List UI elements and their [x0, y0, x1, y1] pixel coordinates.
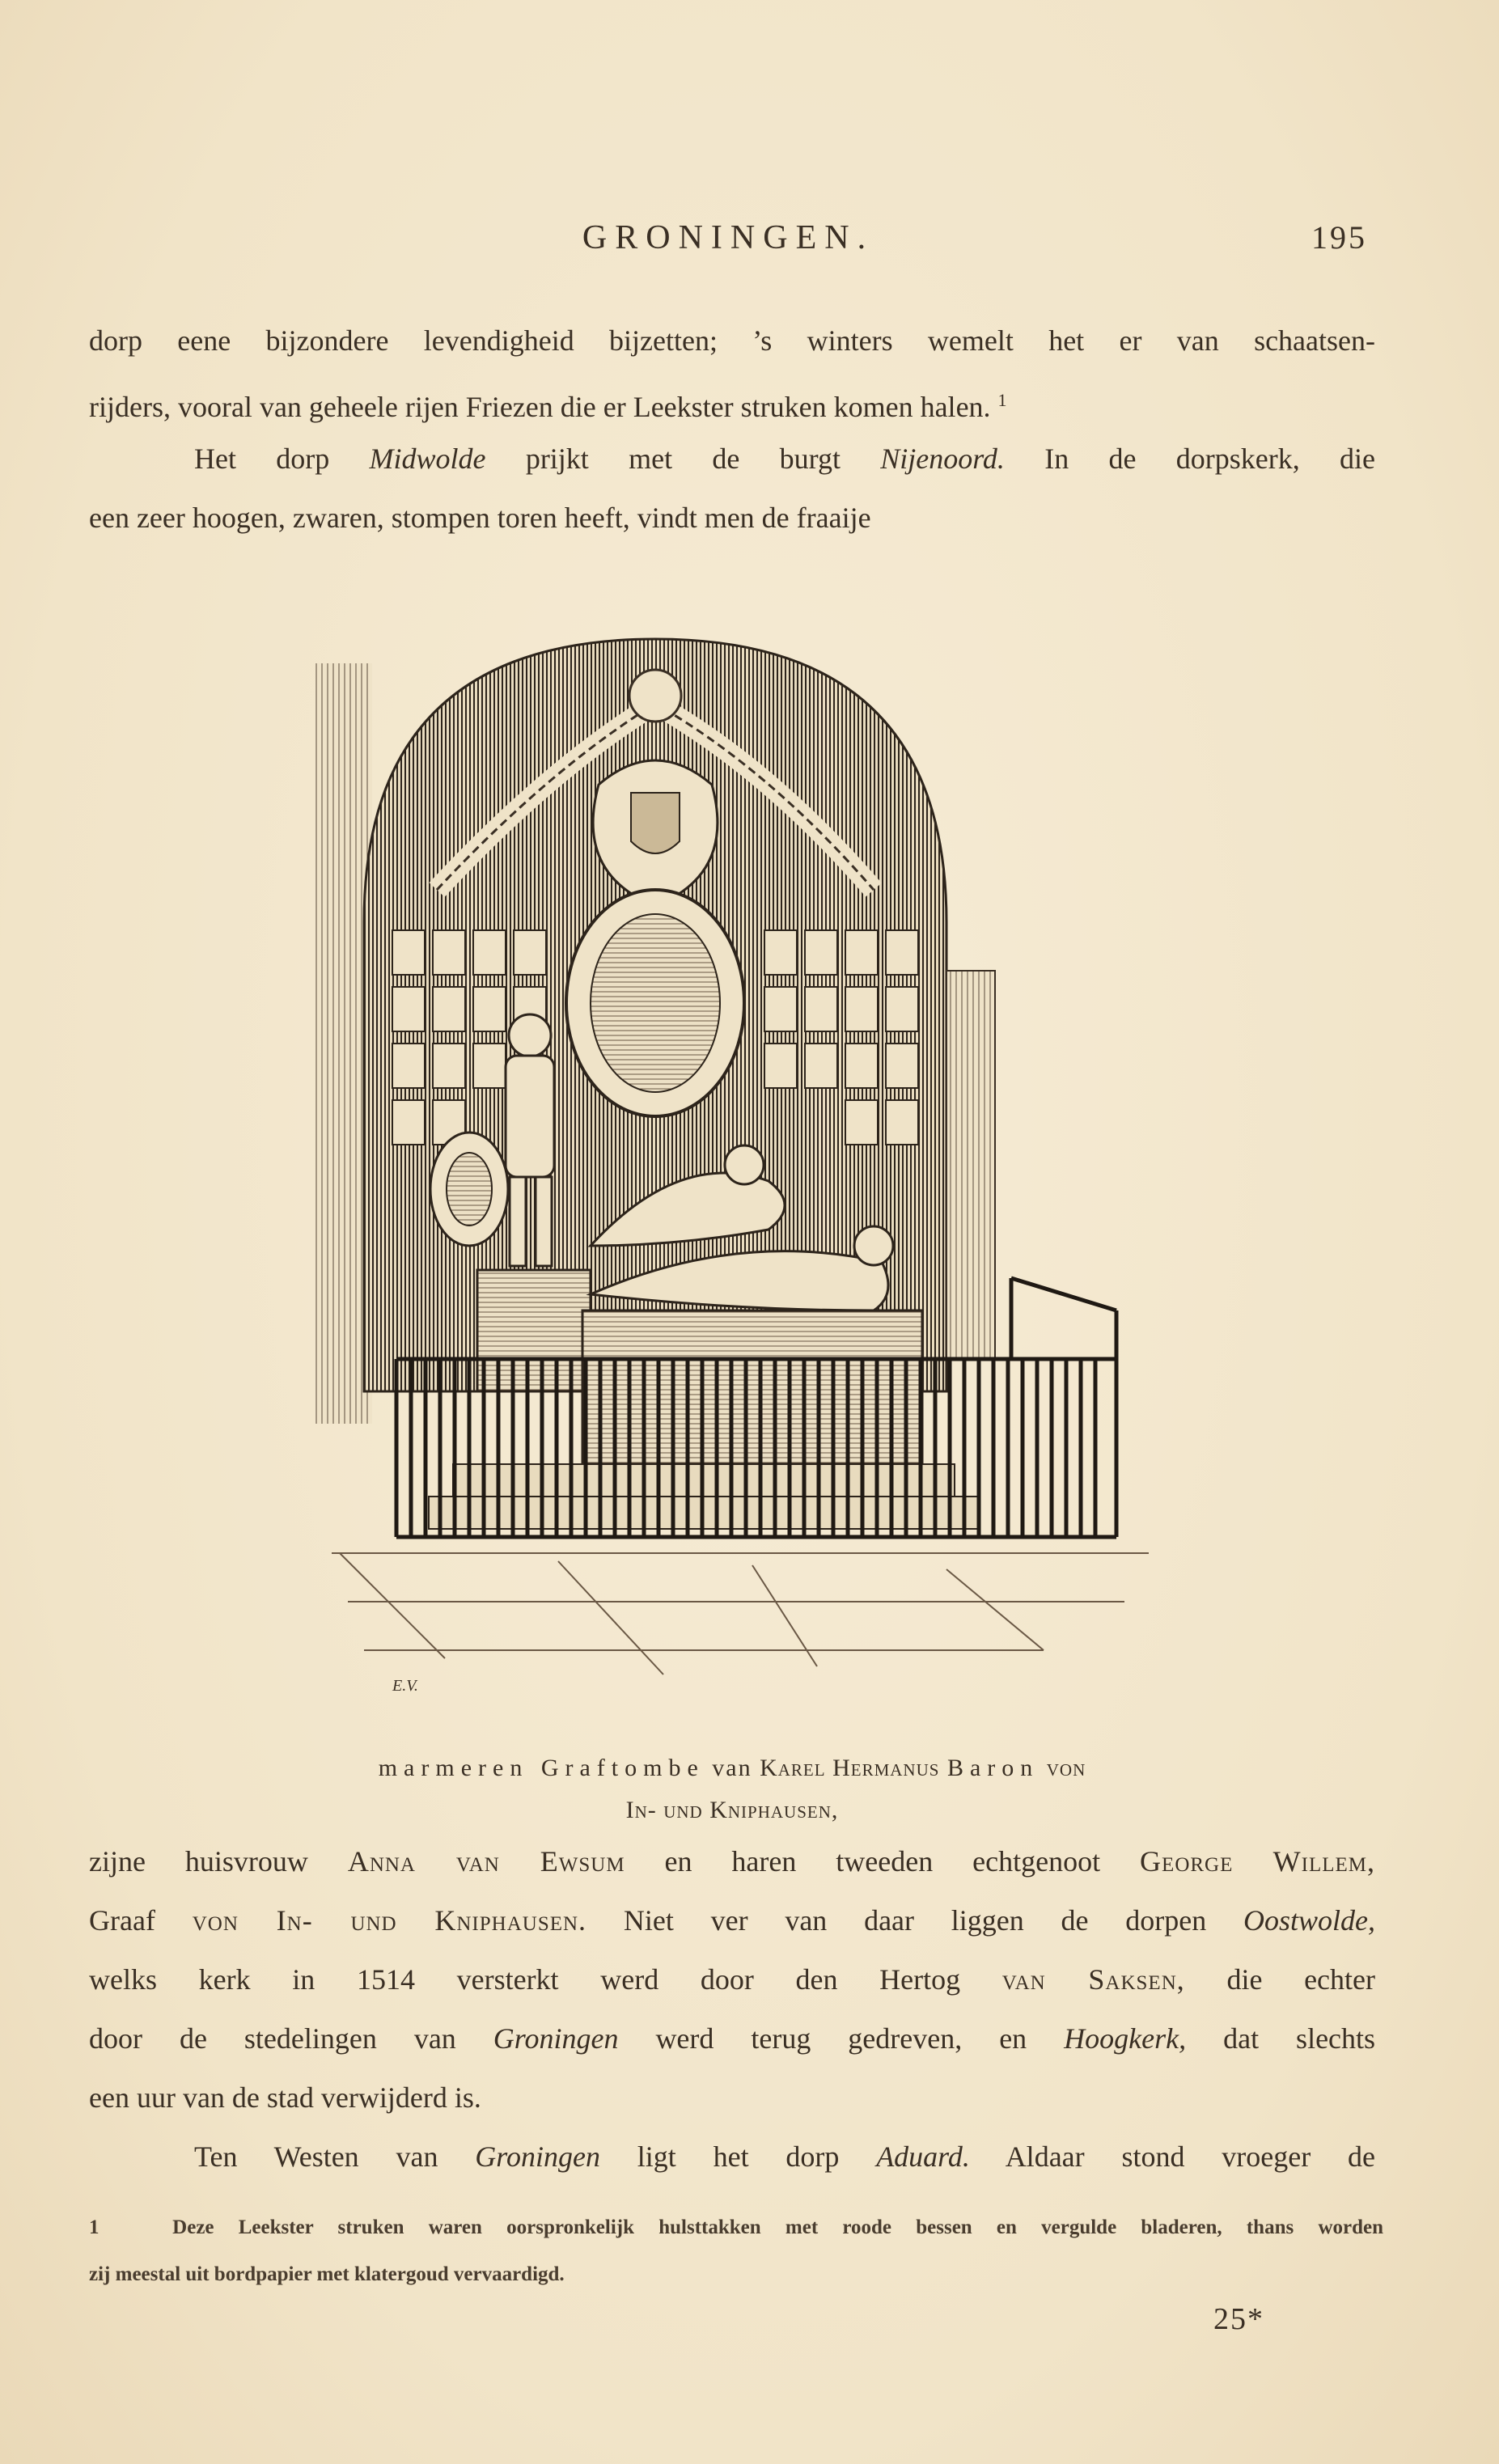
artist-mark: E.V.	[392, 1677, 418, 1695]
tomb-engraving	[315, 582, 1165, 1715]
footnote-reference: 1	[997, 390, 1007, 410]
sarcophagus	[582, 1310, 922, 1464]
signature-mark: 25*	[1213, 2302, 1264, 2336]
text-line: Graaf von In- und Kniphausen. Niet ver van daar liggen de dorpen Oostwolde,	[89, 1904, 1376, 1937]
paragraph-top	[89, 311, 1375, 548]
text-line: rijders, vooral van geheele rijen Friezen die er Leekster struken komen halen. $^1$	[89, 390, 1007, 423]
text-line: Ten Westen van Groningen ligt het dorp Aduard. Aldaar stond vroeger de	[194, 2140, 1375, 2173]
floor-tiles	[332, 1553, 1149, 1674]
running-head	[89, 218, 1367, 267]
caption-line-1: marmeren Graftombe van Karel Hermanus Baron von	[378, 1755, 1086, 1781]
footnote-line: zij meestal uit bordpapier met klatergoud vervaardigd.	[89, 2263, 565, 2285]
text-line: zijne huisvrouw Anna van Ewsum en haren tweeden echtgenoot George Willem,	[89, 1845, 1375, 1878]
text-line: dorp eene bijzondere levendigheid bijzetten; ’s winters wemelt het er van schaatsen-	[89, 324, 1375, 357]
footnote-marker: 1	[89, 2216, 100, 2238]
page-number: 195	[1311, 219, 1367, 256]
figure-caption	[89, 1747, 1375, 1831]
footnote-line: 1 Deze Leekster struken waren oorspronkelijk hulsttakken met roode bessen en vergulde bladeren, thans worden	[89, 2216, 1383, 2238]
text-line: Het dorp Midwolde prijkt met de burgt Nijenoord. In de dorpskerk, die	[194, 442, 1375, 475]
text-line: door de stedelingen van Groningen werd terug gedreven, en Hoogkerk, dat slechts	[89, 2022, 1376, 2055]
text-line: een uur van de stad verwijderd is.	[89, 2081, 481, 2114]
footnote	[89, 2204, 1383, 2298]
paragraph-bottom	[89, 1832, 1375, 2187]
running-title: GRONINGEN.	[582, 219, 874, 256]
text-line: een zeer hoogen, zwaren, stompen toren heeft, vindt men de fraaije	[89, 502, 871, 534]
caption-line-2: In- und Kniphausen,	[625, 1797, 839, 1823]
text-line: welks kerk in 1514 versterkt werd door den Hertog van Saksen, die echter	[89, 1963, 1376, 1996]
